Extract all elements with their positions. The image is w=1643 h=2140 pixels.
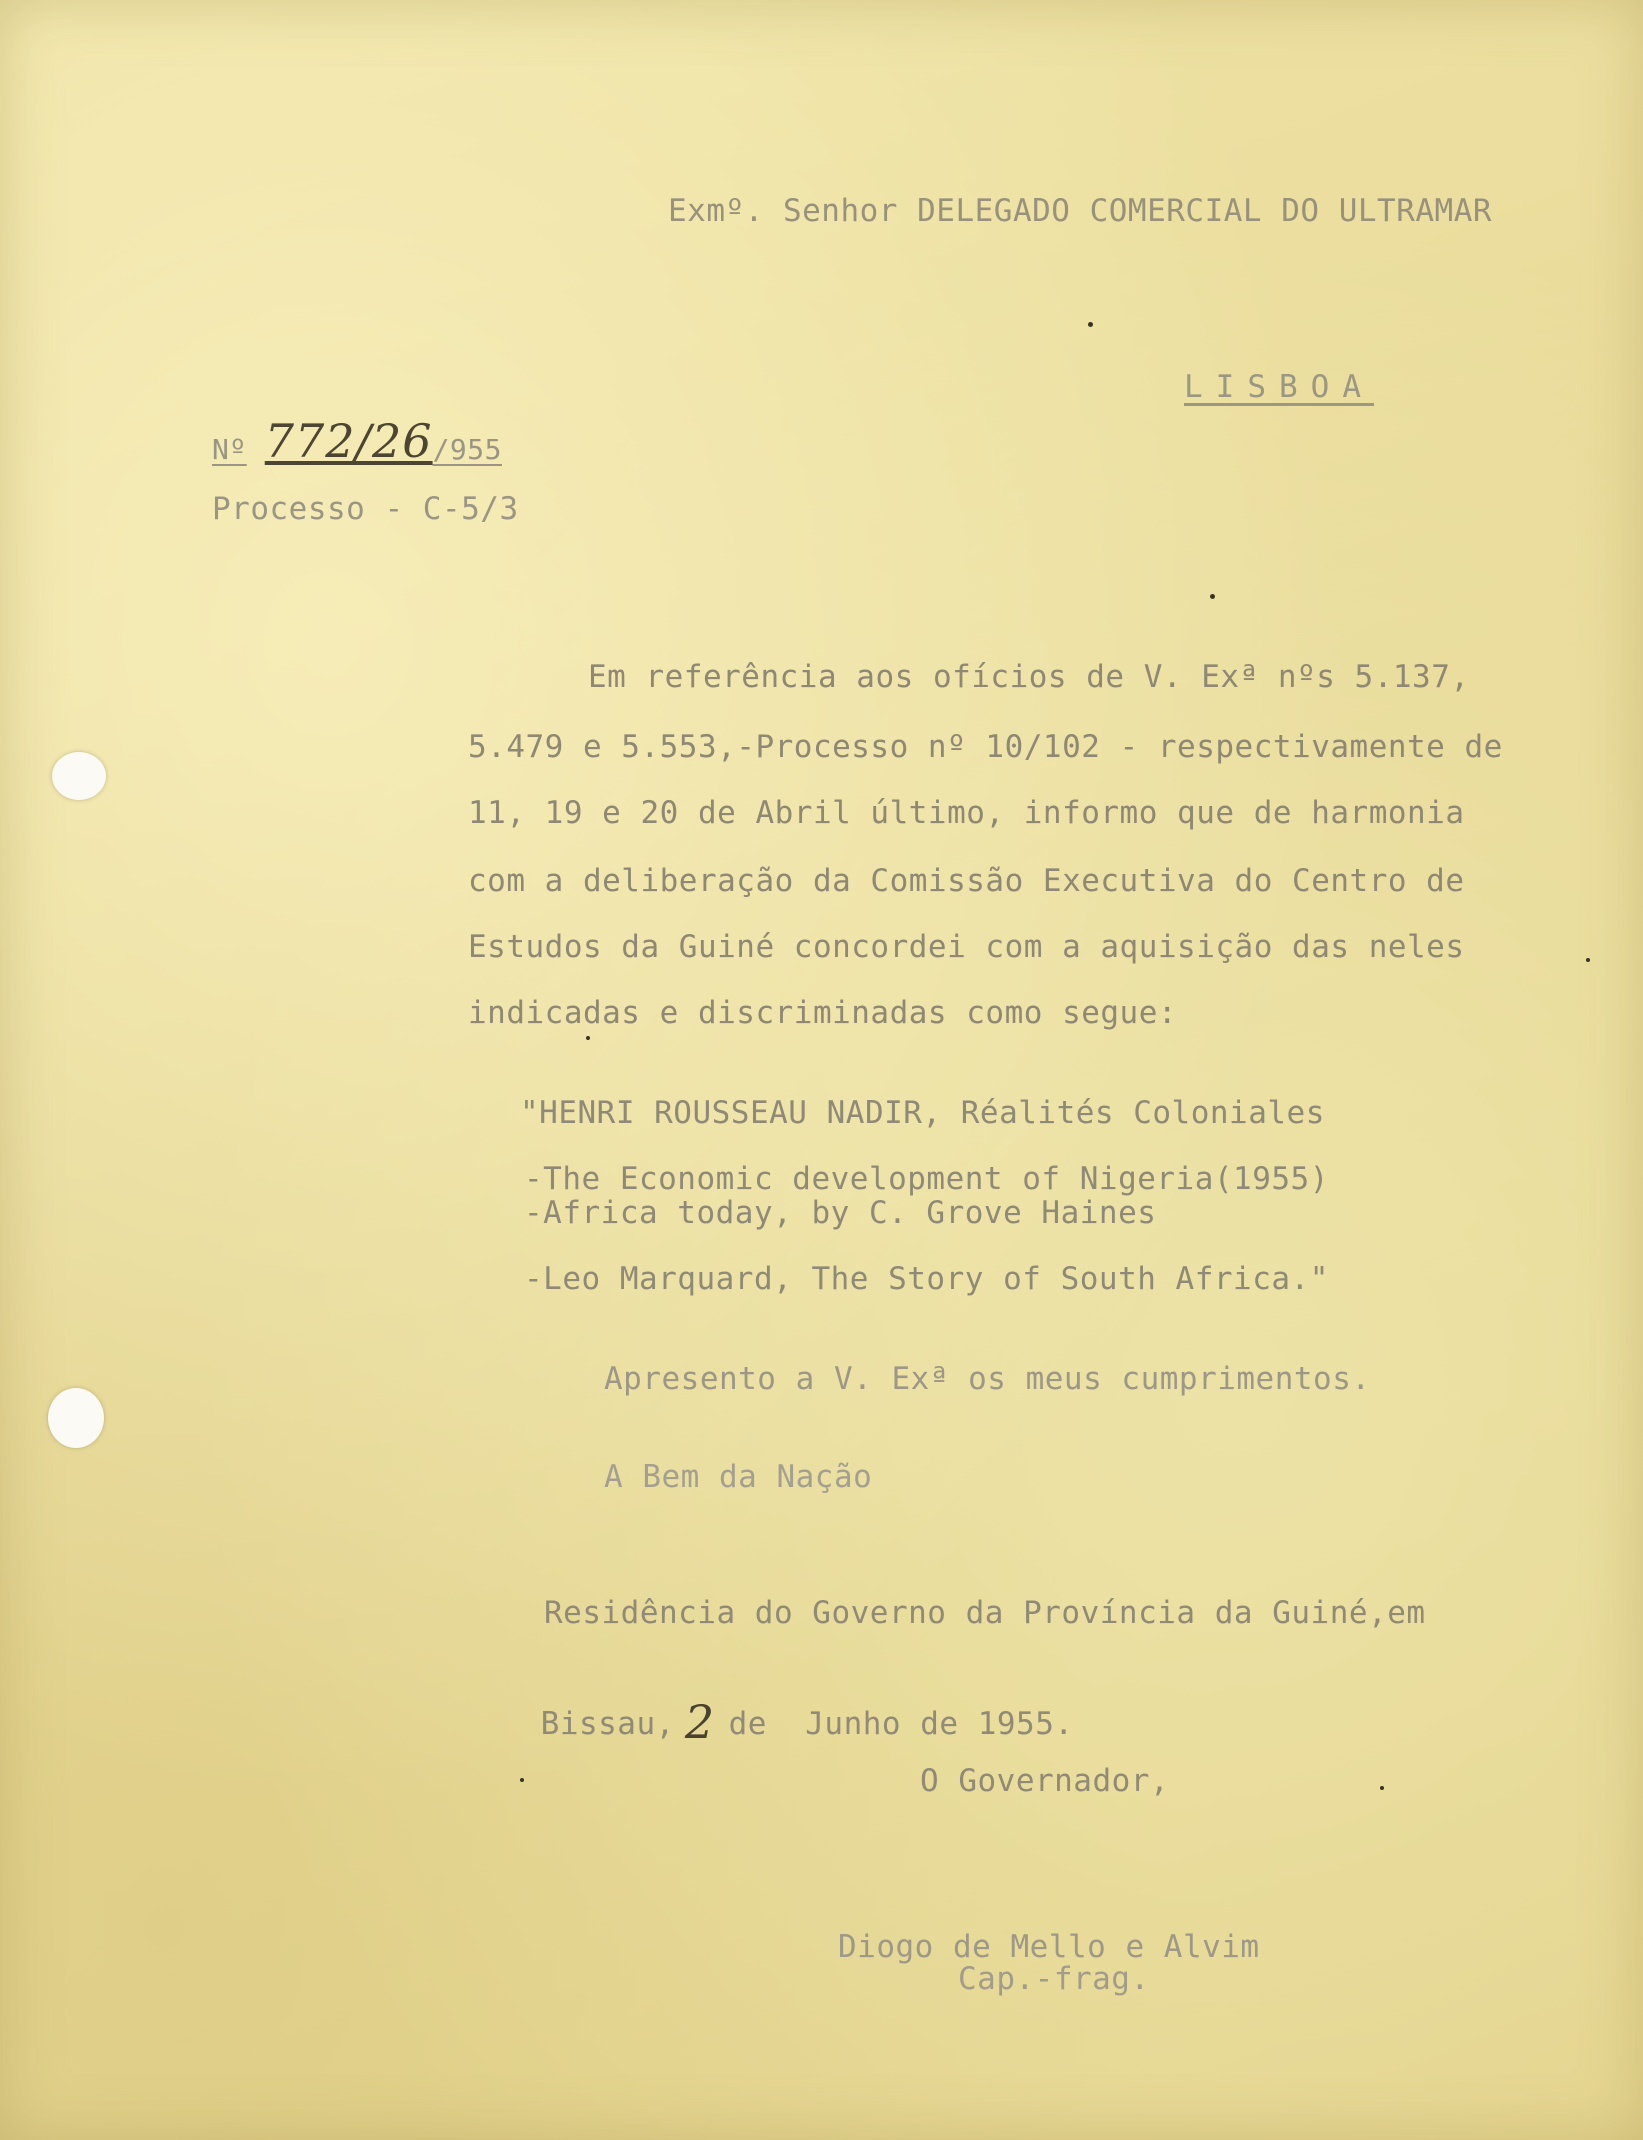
body-line: indicadas e discriminadas como segue: <box>468 995 1178 1031</box>
paper-speck <box>1586 958 1590 962</box>
handwritten-day: 2 <box>684 1695 715 1749</box>
body-line: 5.479 e 5.553,-Processo nº 10/102 - respectivamente de <box>468 729 1503 765</box>
paper-speck <box>1088 322 1093 327</box>
body-line: 11, 19 e 20 de Abril último, informo que de harmonia <box>468 795 1465 831</box>
signer-rank: Cap.-frag. <box>958 1961 1150 1997</box>
closing-line: Apresento a V. Exª os meus cumprimentos. <box>604 1361 1371 1397</box>
book-list-item: -Africa today, by C. Grove Haines <box>524 1195 1157 1231</box>
paper-speck <box>1210 594 1215 599</box>
punch-hole-bottom <box>48 1388 104 1448</box>
processo-line: Processo - C-5/3 <box>212 491 519 527</box>
body-line: Em referência aos ofícios de V. Exª nºs 5.137, <box>588 659 1470 695</box>
punch-hole-top <box>52 752 106 800</box>
governor-title: O Governador, <box>920 1763 1170 1799</box>
addressee-line: Exmº. Senhor DELEGADO COMERCIAL DO ULTRAMAR <box>668 193 1493 229</box>
book-list-item: "HENRI ROUSSEAU NADIR, Réalités Coloniales <box>520 1095 1325 1131</box>
place-city: Bissau, <box>540 1706 675 1742</box>
book-list-item: -Leo Marquard, The Story of South Africa." <box>524 1261 1329 1297</box>
place-date-rest: de Junho de 1955. <box>728 1706 1074 1742</box>
paper-speck <box>1380 1786 1384 1790</box>
book-list-item: -The Economic development of Nigeria(1955) <box>524 1161 1329 1197</box>
signer-name: Diogo de Mello e Alvim <box>838 1929 1260 1965</box>
paper-speck <box>520 1778 524 1782</box>
place-date-line-1: Residência do Governo da Província da Guiné,em <box>544 1595 1426 1631</box>
signoff-line: A Bem da Nação <box>604 1459 873 1495</box>
paper-speck <box>586 1036 590 1040</box>
place-date-line-2 <box>464 1664 1074 1772</box>
reference-handwritten-number: 772/26 <box>264 414 433 468</box>
reference-number <box>212 414 502 468</box>
reference-year: /955 <box>432 433 502 466</box>
body-line: com a deliberação da Comissão Executiva do Centro de <box>468 863 1465 899</box>
addressee-city: LISBOA <box>1184 369 1374 405</box>
reference-prefix: Nº <box>212 433 247 466</box>
body-line: Estudos da Guiné concordei com a aquisição das neles <box>468 929 1465 965</box>
